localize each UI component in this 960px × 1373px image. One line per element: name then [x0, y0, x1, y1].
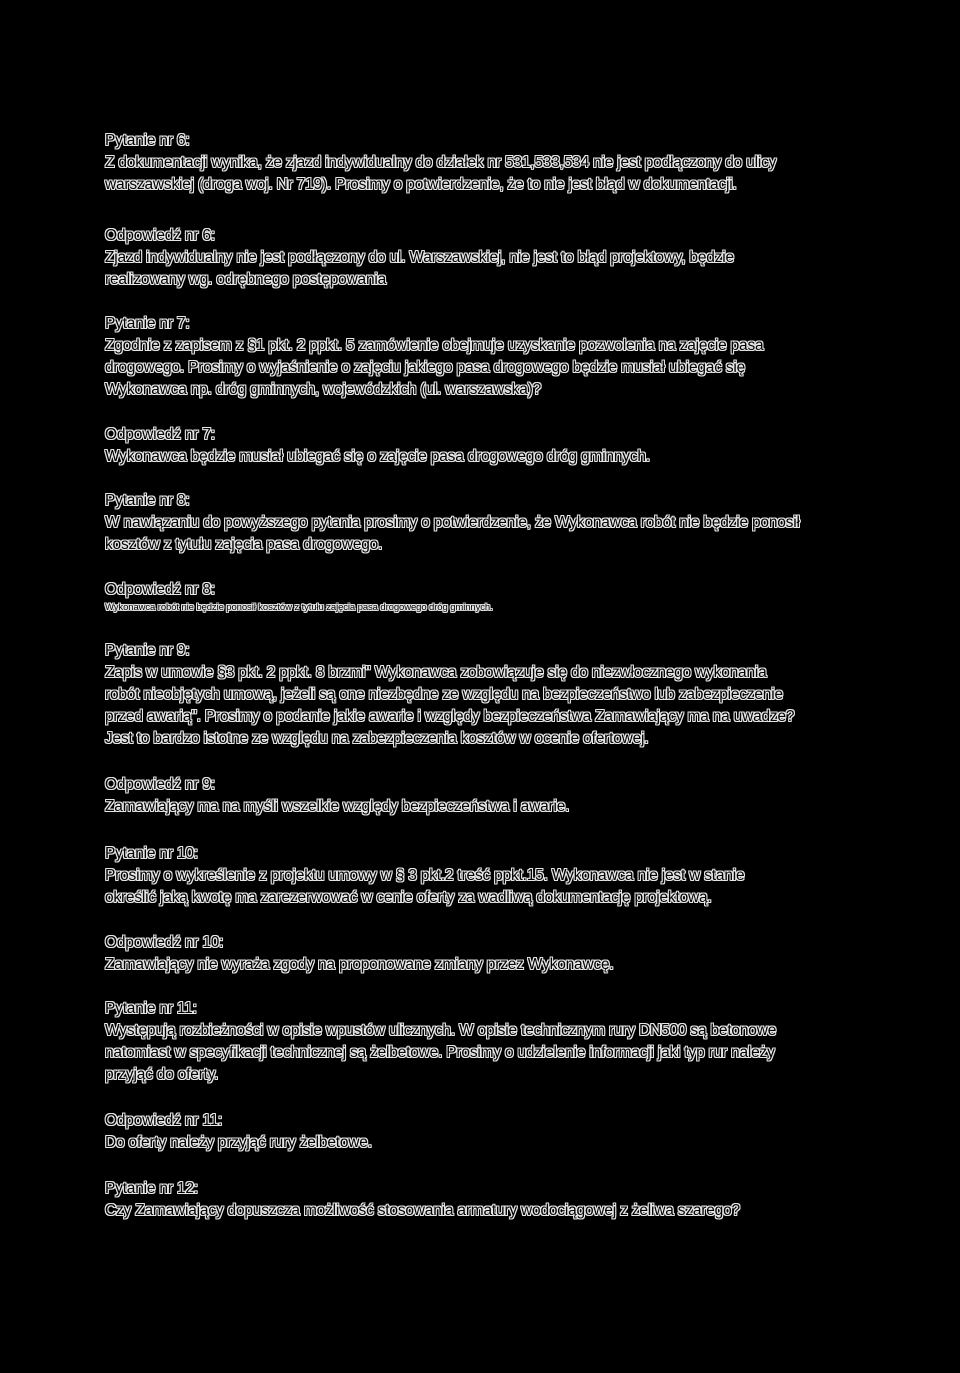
question-heading: Pytanie nr 7: [105, 315, 190, 332]
question-7 [105, 313, 865, 401]
question-heading: Pytanie nr 10: [105, 845, 198, 862]
answer-heading: Odpowiedź nr 9: [105, 776, 215, 793]
answer-text-line: Do oferty należy przyjąć rury żelbetowe. [105, 1134, 372, 1151]
question-text-line: Prosimy o wykreślenie z projektu umowy w § 3 pkt.2 treść ppkt.15. Wykonawca nie jest w stanie [105, 867, 745, 884]
question-text-line: drogowego. Prosimy o wyjaśnienie o zajęciu jakiego pasa drogowego będzie musiał ubiegać się [105, 359, 746, 376]
question-text-line: przed awarią". Prosimy o podanie jakie awarie i względy bezpieczeństwa Zamawiający ma na uwadze? [105, 708, 795, 725]
question-text-line: Czy Zamawiający dopuszcza możliwość stosowania armatury wodociągowej z żeliwa szarego? [105, 1202, 740, 1219]
question-heading: Pytanie nr 11: [105, 1000, 197, 1017]
question-9 [105, 640, 865, 750]
answer-9 [105, 774, 865, 818]
question-6 [105, 130, 865, 196]
question-12 [105, 1178, 865, 1222]
question-11 [105, 998, 865, 1086]
question-text-line: robót nieobjętych umową, jeżeli są one niezbędne ze względu na bezpieczeństwo lub zabezpieczenie [105, 686, 783, 703]
answer-text-line: Zamawiający nie wyraża zgody na proponowane zmiany przez Wykonawcę. [105, 956, 614, 973]
question-text-line: przyjąć do oferty. [105, 1066, 219, 1083]
answer-text-line: realizowany wg. odrębnego postępowania [105, 271, 387, 288]
question-text-line: Z dokumentacji wynika, że zjazd indywidualny do działek nr 531,533,534 nie jest podłączony do ulicy [105, 154, 777, 171]
answer-heading: Odpowiedź nr 8: [105, 581, 215, 598]
answer-text-line: Zamawiający ma na myśli wszelkie względy bezpieczeństwa i awarie. [105, 798, 570, 815]
question-text-line: warszawskiej (droga woj. Nr 719). Prosimy o potwierdzenie, że to nie jest błąd w dokumentacji. [105, 176, 737, 193]
answer-11 [105, 1110, 865, 1154]
answer-7 [105, 424, 865, 468]
question-text-line: kosztów z tytułu zajęcia pasa drogowego. [105, 536, 383, 553]
question-text-line: Wykonawca np. dróg gminnych, wojewódzkich (ul. warszawska)? [105, 381, 542, 398]
answer-10 [105, 932, 865, 976]
question-heading: Pytanie nr 6: [105, 132, 190, 149]
question-text-line: określić jaką kwotę ma zarezerwować w cenie oferty za wadliwą dokumentację projektową. [105, 889, 712, 906]
question-heading: Pytanie nr 12: [105, 1180, 198, 1197]
answer-text-line: Zjazd indywidualny nie jest podłączony do ul. Warszawskiej, nie jest to błąd projektowy, będzie [105, 249, 734, 266]
answer-heading: Odpowiedź nr 7: [105, 426, 215, 443]
question-8 [105, 490, 865, 556]
question-heading: Pytanie nr 8: [105, 492, 190, 509]
answer-heading: Odpowiedź nr 11: [105, 1112, 223, 1129]
answer-text-line: Wykonawca będzie musiał ubiegać się o zajęcie pasa drogowego dróg gminnych. [105, 448, 650, 465]
question-text-line: Jest to bardzo istotne ze względu na zabezpieczenia kosztów w ocenie ofertowej. [105, 730, 649, 747]
question-text-line: Zapis w umowie §3 pkt. 2 ppkt. 8 brzmi" Wykonawca zobowiązuje się do niezwłocznego wykonania [105, 664, 767, 681]
answer-heading: Odpowiedź nr 6: [105, 227, 215, 244]
question-text-line: W nawiązaniu do powyższego pytania prosimy o potwierdzenie, że Wykonawca robót nie będzie ponosił [105, 514, 800, 531]
question-text-line: Zgodnie z zapisem z §1 pkt. 2 ppkt. 5 zamówienie obejmuje uzyskanie pozwolenia na zajęcie pasa [105, 337, 764, 354]
question-text-line: Występują rozbieżności w opisie wpustów ulicznych. W opisie technicznym rury DN500 są betonowe [105, 1022, 777, 1039]
question-10 [105, 843, 865, 909]
question-text-line: natomiast w specyfikacji technicznej są żelbetowe. Prosimy o udzielenie informacji jaki typ rur należy [105, 1044, 775, 1061]
answer-6 [105, 225, 865, 291]
question-heading: Pytanie nr 9: [105, 642, 190, 659]
answer-text-line: Wykonawca robót nie będzie ponosił kosztów z tytułu zajęcia pasa drogowego dróg gminnych. [105, 602, 493, 613]
answer-heading: Odpowiedź nr 10: [105, 934, 224, 951]
answer-8 [105, 579, 865, 615]
